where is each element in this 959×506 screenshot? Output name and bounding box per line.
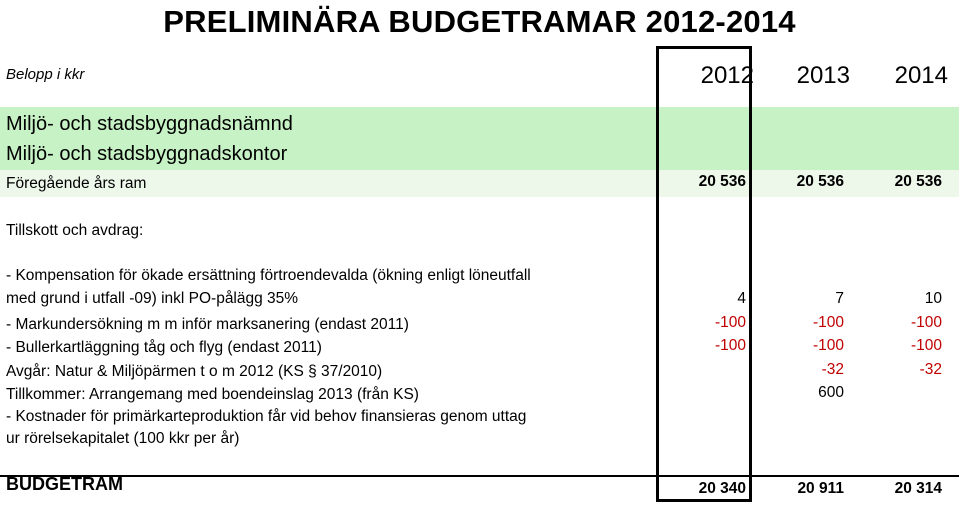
unit-label: Belopp i kkr bbox=[6, 66, 85, 83]
total-rule bbox=[0, 475, 959, 477]
row-label-market-survey: - Markundersökning m m inför marksanering (endast 2011) bbox=[6, 316, 409, 333]
page-title: PRELIMINÄRA BUDGETRAMAR 2012-2014 bbox=[163, 4, 796, 39]
value-noise-mapping-2013: -100 bbox=[812, 337, 844, 354]
highlight-frame-2012 bbox=[656, 46, 752, 502]
value-compensation-2012: 4 bbox=[737, 290, 746, 307]
value-nature-folders-2013: -32 bbox=[821, 361, 844, 378]
section-title-office: Miljö- och stadsbyggnadskontor bbox=[6, 143, 288, 165]
value-compensation-2013: 7 bbox=[835, 290, 844, 307]
value-nature-folders-2014: -32 bbox=[919, 361, 942, 378]
value-market-survey-2013: -100 bbox=[812, 314, 844, 331]
row-label-compensation-2: med grund i utfall -09) inkl PO-pålägg 35% bbox=[6, 290, 299, 307]
value-prev-frame-2012: 20 536 bbox=[698, 173, 746, 190]
value-total-2013: 20 911 bbox=[797, 480, 844, 497]
row-label-housing-meeting: Tillkommer: Arrangemang med boendeinslag 2013 (från KS) bbox=[6, 386, 419, 403]
section-title-board: Miljö- och stadsbyggnadsnämnd bbox=[6, 113, 293, 135]
value-housing-meeting-2013: 600 bbox=[818, 384, 844, 401]
value-market-survey-2014: -100 bbox=[910, 314, 942, 331]
value-prev-frame-2014: 20 536 bbox=[894, 173, 942, 190]
row-label-noise-mapping: - Bullerkartläggning tåg och flyg (endast 2011) bbox=[6, 339, 322, 356]
row-label-compensation-1: - Kompensation för ökade ersättning förtroendevalda (ökning enligt löneutfall bbox=[6, 267, 531, 284]
row-label-nature-folders: Avgår: Natur & Miljöpärmen t o m 2012 (KS § 37/2010) bbox=[6, 363, 383, 380]
year-header-2012: 2012 bbox=[700, 62, 754, 89]
year-header-2014: 2014 bbox=[894, 62, 948, 89]
row-label-map-costs-2: ur rörelsekapitalet (100 kkr per år) bbox=[6, 430, 240, 447]
value-compensation-2014: 10 bbox=[924, 290, 942, 307]
year-header-2013: 2013 bbox=[796, 62, 850, 89]
total-label: BUDGETRAM bbox=[6, 474, 123, 494]
value-market-survey-2012: -100 bbox=[714, 314, 746, 331]
value-noise-mapping-2012: -100 bbox=[714, 337, 746, 354]
value-prev-frame-2013: 20 536 bbox=[796, 173, 844, 190]
value-noise-mapping-2014: -100 bbox=[910, 337, 942, 354]
row-label-prev-frame: Föregående års ram bbox=[6, 175, 147, 192]
row-label-map-costs-1: - Kostnader för primärkarteproduktion får vid behov finansieras genom uttag bbox=[6, 408, 527, 425]
value-total-2014: 20 314 bbox=[894, 480, 942, 497]
additions-heading: Tillskott och avdrag: bbox=[6, 222, 144, 239]
value-total-2012: 20 340 bbox=[698, 480, 746, 497]
